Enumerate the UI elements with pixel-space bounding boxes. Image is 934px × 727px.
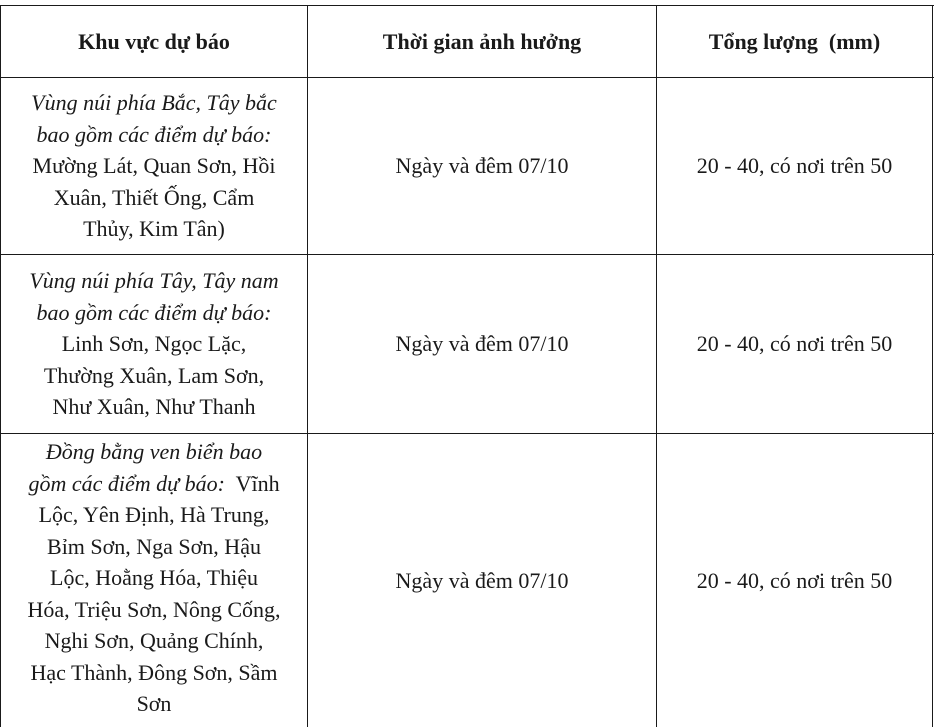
header-time xyxy=(308,6,656,77)
row-3-region-line: Lộc, Hoằng Hóa, Thiệu xyxy=(50,565,258,590)
header-region-label: Khu vực dự báo xyxy=(78,28,230,54)
row-1-amount-value: 20 - 40, có nơi trên 50 xyxy=(696,153,893,178)
row-3-amount xyxy=(657,434,932,727)
row-1-time xyxy=(308,78,656,254)
row-3-region xyxy=(1,434,307,727)
row-3-region-line: Đồng bằng ven biển bao xyxy=(45,439,263,464)
row-2-region-line: Linh Sơn, Ngọc Lặc, xyxy=(61,331,247,357)
header-region xyxy=(1,6,307,77)
header-amount xyxy=(657,6,932,77)
row-3-region-line: Nghi Sơn, Quảng Chính, xyxy=(44,628,264,653)
row-2-time xyxy=(308,255,656,433)
row-1-region xyxy=(1,78,307,254)
row-3-amount-value: 20 - 40, có nơi trên 50 xyxy=(696,567,893,593)
header-time-label: Thời gian ảnh hưởng xyxy=(382,28,582,54)
row-2-region-line: Vùng núi phía Tây, Tây nam xyxy=(29,268,279,294)
row-3-region-line: Hạc Thành, Đông Sơn, Sầm xyxy=(30,659,278,685)
row-3-time-value: Ngày và đêm 07/10 xyxy=(395,567,569,593)
row-2-region xyxy=(1,255,307,433)
row-3-region-line-combined xyxy=(28,468,279,500)
row-1-region-line: Vùng núi phía Bắc, Tây bắc xyxy=(31,90,277,116)
row-3-region-line: Bỉm Sơn, Nga Sơn, Hậu xyxy=(47,533,261,559)
row-3-time xyxy=(308,434,656,727)
row-1-region-line: Thủy, Kim Tân) xyxy=(83,216,225,242)
row-2-region-line: Như Xuân, Như Thanh xyxy=(52,394,256,420)
row-2-time-value: Ngày và đêm 07/10 xyxy=(395,331,569,356)
row-1-region-line: Xuân, Thiết Ống, Cẩm xyxy=(53,184,255,210)
row-2-region-line: Thường Xuân, Lam Sơn, xyxy=(43,362,265,388)
row-1-region-line: bao gồm các điểm dự báo: xyxy=(36,121,272,147)
row-1-region-line: Mường Lát, Quan Sơn, Hồi xyxy=(32,153,276,179)
header-amount-label: Tổng lượng (mm) xyxy=(708,28,881,54)
row-3-region-intro: gồm các điểm dự báo: xyxy=(28,470,225,496)
row-2-region-line: bao gồm các điểm dự báo: xyxy=(36,299,272,325)
row-1-time-value: Ngày và đêm 07/10 xyxy=(395,153,569,178)
row-3-region-place: Vĩnh xyxy=(235,470,280,496)
row-2-amount xyxy=(657,255,932,433)
row-1-amount xyxy=(657,78,932,254)
row-2-amount-value: 20 - 40, có nơi trên 50 xyxy=(696,331,893,356)
table-border-right xyxy=(932,5,933,727)
row-3-region-line: Sơn xyxy=(136,691,172,716)
row-3-region-line: Hóa, Triệu Sơn, Nông Cống, xyxy=(27,596,281,622)
row-3-region-line: Lộc, Yên Định, Hà Trung, xyxy=(38,502,270,527)
